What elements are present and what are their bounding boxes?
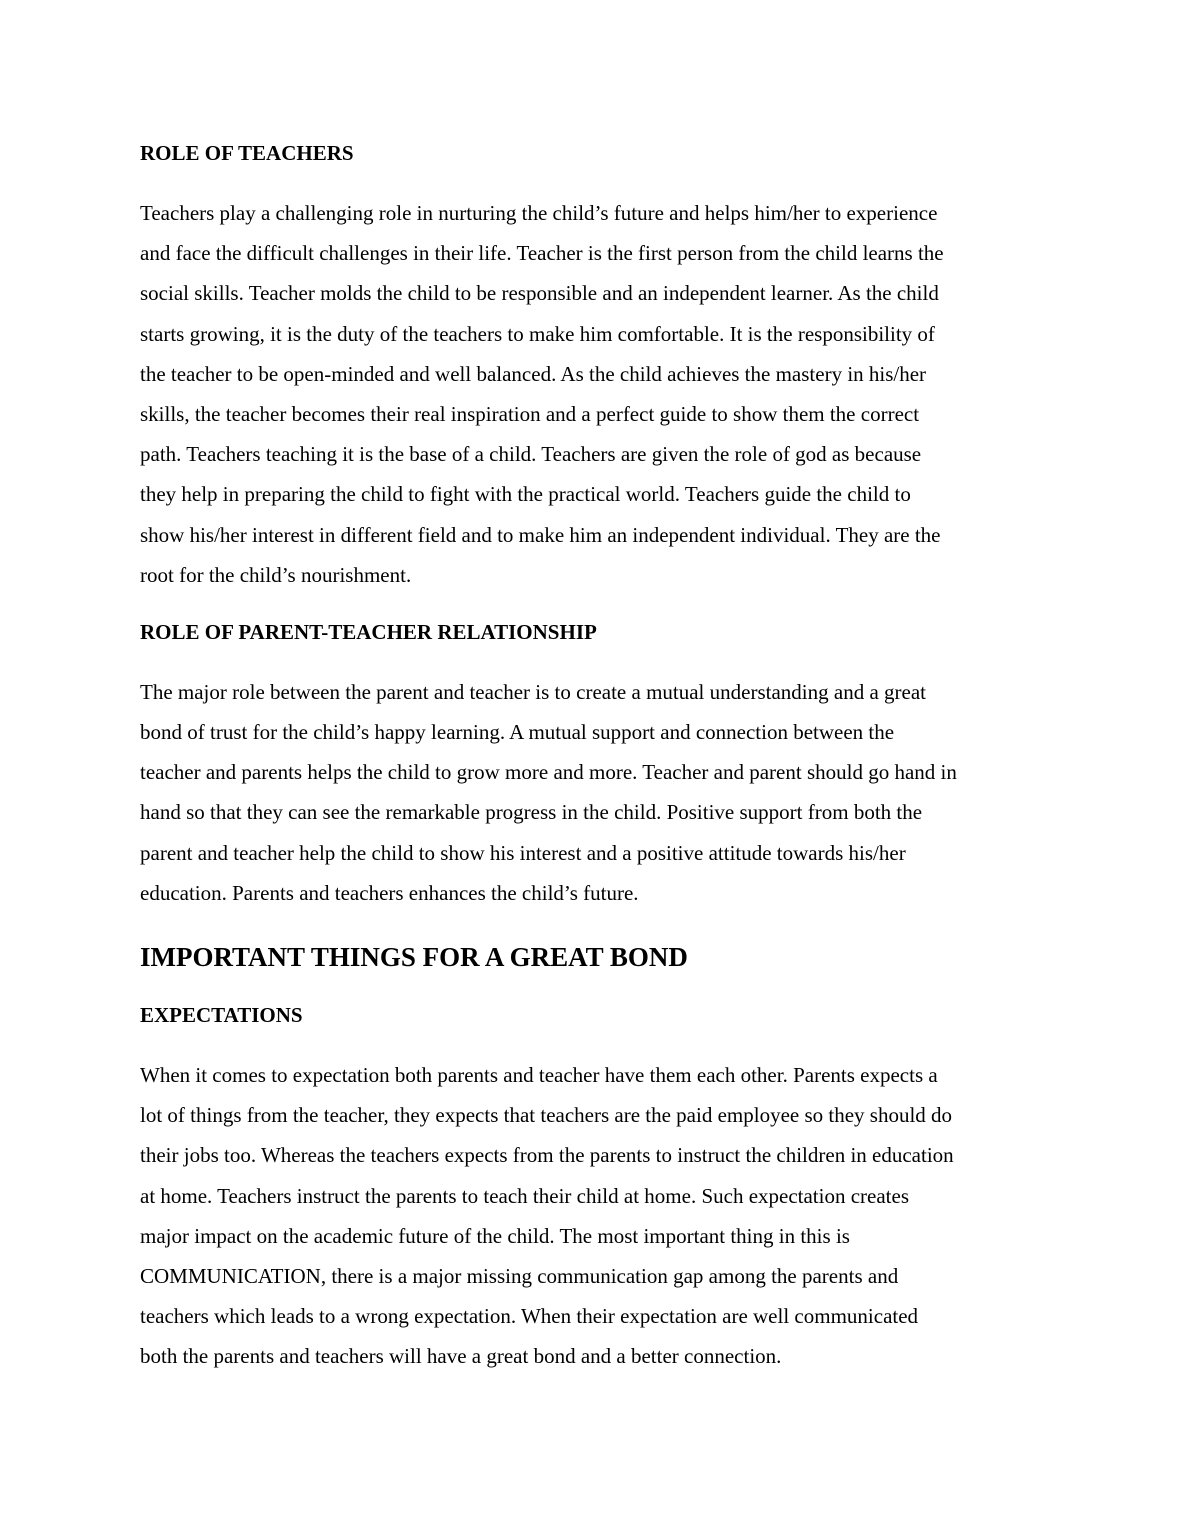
text-line: they help in preparing the child to fight with the practical world. Teachers guide the child to [140, 482, 911, 507]
text-line: and face the difficult challenges in their life. Teacher is the first person from the child learns the [140, 241, 944, 266]
text-line: bond of trust for the child’s happy learning. A mutual support and connection between the [140, 720, 895, 745]
heading-role-of-teachers: ROLE OF TEACHERS [140, 141, 354, 165]
text-line: social skills. Teacher molds the child to be responsible and an independent learner. As the child [140, 281, 939, 306]
text-line: parent and teacher help the child to show his interest and a positive attitude towards his/her [140, 840, 906, 865]
heading-role-of-parent-teacher-relationship: ROLE OF PARENT-TEACHER RELATIONSHIP [140, 619, 597, 644]
text-line: teacher and parents helps the child to grow more and more. Teacher and parent should go hand in [140, 760, 957, 785]
text-line: path. Teachers teaching it is the base of a child. Teachers are given the role of god as because [140, 442, 922, 467]
text-line: teachers which leads to a wrong expectation. When their expectation are well communicated [140, 1304, 919, 1329]
text-line: root for the child’s nourishment. [140, 562, 412, 587]
heading-expectations: EXPECTATIONS [140, 1003, 303, 1027]
text-line: skills, the teacher becomes their real inspiration and a perfect guide to show them the correct [140, 401, 920, 426]
text-line: at home. Teachers instruct the parents to teach their child at home. Such expectation creates [140, 1183, 910, 1208]
paragraph-expectations [140, 1055, 1052, 1377]
text-line: education. Parents and teachers enhances the child’s future. [140, 880, 639, 905]
text-line: When it comes to expectation both parents and teacher have them each other. Parents expects a [140, 1063, 938, 1087]
text-line: both the parents and teachers will have a great bond and a better connection. [140, 1344, 782, 1369]
text-line: Teachers play a challenging role in nurturing the child’s future and helps him/her to experience [140, 201, 938, 225]
paragraph-role-of-teachers [140, 193, 1052, 595]
text-line: show his/her interest in different field and to make him an independent individual. They are the [140, 522, 941, 547]
document-body [140, 139, 1052, 1377]
paragraph-parent-teacher-relationship [140, 672, 1052, 913]
text-line: lot of things from the teacher, they expects that teachers are the paid employee so they should do [140, 1103, 953, 1128]
text-line: COMMUNICATION, there is a major missing communication gap among the parents and [140, 1263, 899, 1288]
text-line: the teacher to be open-minded and well balanced. As the child achieves the mastery in his/her [140, 361, 927, 386]
text-line: major impact on the academic future of the child. The most important thing in this is [140, 1223, 850, 1248]
heading-important-things: IMPORTANT THINGS FOR A GREAT BOND [140, 942, 688, 972]
text-line: starts growing, it is the duty of the teachers to make him comfortable. It is the responsibility of [140, 321, 935, 346]
text-line: hand so that they can see the remarkable progress in the child. Positive support from both the [140, 800, 923, 825]
text-line: their jobs too. Whereas the teachers expects from the parents to instruct the children in education [140, 1143, 954, 1168]
text-line: The major role between the parent and teacher is to create a mutual understanding and a great [140, 679, 926, 704]
